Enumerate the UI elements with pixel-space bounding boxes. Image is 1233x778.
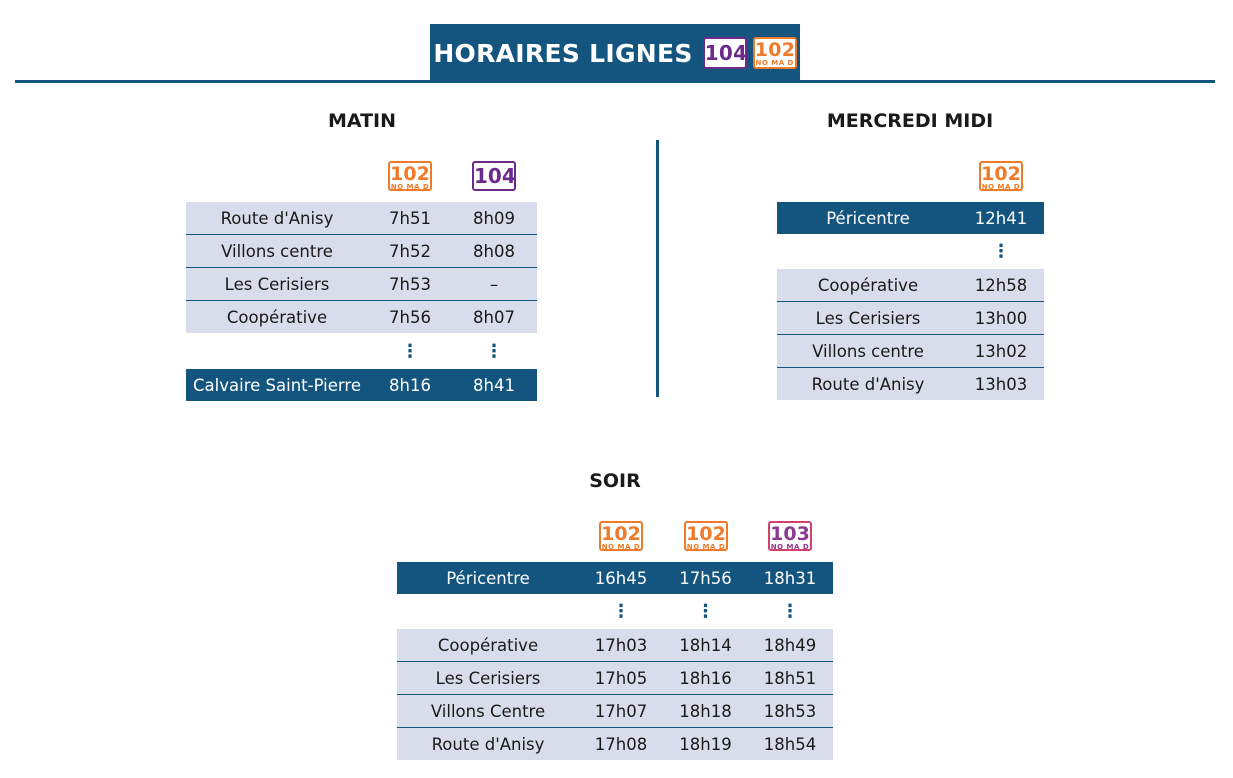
ellipsis-row: [777, 236, 1044, 268]
table-row: [397, 728, 833, 760]
time-cell: 17h07: [594, 701, 648, 721]
table-row: [777, 302, 1044, 335]
stop-name: Villons centre: [221, 241, 333, 261]
stop-name: Calvaire Saint-Pierre: [193, 375, 361, 395]
stop-name: Route d'Anisy: [431, 734, 545, 754]
time-cell: 18h19: [679, 734, 732, 754]
time-cell: 18h14: [679, 635, 732, 655]
time-cell: 8h07: [473, 307, 515, 327]
stop-name: Villons centre: [812, 341, 924, 361]
time-cell: 8h08: [473, 241, 515, 261]
time-cell: 7h56: [389, 307, 431, 327]
line-102-badge-icon: 102 NO MA D: [979, 161, 1023, 191]
table-row: [777, 368, 1044, 400]
time-cell: 8h09: [473, 208, 515, 228]
section-title-mercredi: MERCREDI MIDI: [826, 110, 994, 132]
time-cell: 13h02: [974, 341, 1028, 361]
table-row-terminus: [186, 369, 537, 401]
vertical-dots-icon: ⋮: [696, 601, 715, 622]
table-row: [397, 662, 833, 695]
time-cell: 18h51: [763, 668, 817, 688]
line-102-badge-icon: 102 NO MA D: [754, 39, 796, 67]
page-title: HORAIRES LIGNES: [433, 38, 693, 68]
stop-name: Les Cerisiers: [224, 274, 330, 294]
time-cell: 17h05: [594, 668, 648, 688]
time-cell: 18h18: [679, 701, 732, 721]
stop-name: Route d'Anisy: [220, 208, 334, 228]
time-cell: 8h16: [389, 375, 431, 395]
time-cell: 13h03: [974, 374, 1028, 394]
section-title-soir: SOIR: [589, 470, 641, 492]
ellipsis-row: [186, 336, 537, 368]
time-cell: 7h53: [389, 274, 431, 294]
stop-name: Péricentre: [446, 568, 530, 588]
time-cell: 7h52: [389, 241, 431, 261]
stop-name: Coopérative: [437, 635, 539, 655]
time-cell: 12h41: [974, 208, 1028, 228]
time-cell: 16h45: [594, 568, 648, 588]
stop-name: Route d'Anisy: [811, 374, 925, 394]
section-title-matin: MATIN: [327, 110, 397, 132]
time-cell: 18h53: [763, 701, 817, 721]
time-cell: 18h54: [763, 734, 817, 754]
time-cell: 7h51: [389, 208, 431, 228]
stop-name: Villons Centre: [430, 701, 546, 721]
line-102-badge-icon: 102 NO MA D: [388, 161, 432, 191]
time-cell: 13h00: [974, 308, 1028, 328]
time-cell: 18h49: [763, 635, 817, 655]
stop-name: Les Cerisiers: [815, 308, 921, 328]
time-cell: 18h16: [679, 668, 732, 688]
line-104-badge-icon: 104: [703, 37, 747, 69]
table-row: [186, 202, 537, 235]
time-cell: 17h08: [594, 734, 648, 754]
table-row: [186, 301, 537, 333]
table-row: [186, 268, 537, 301]
time-cell: 8h41: [473, 375, 515, 395]
line-104-badge-icon: 104: [472, 161, 516, 191]
table-row: [397, 629, 833, 662]
header-divider: [15, 80, 1215, 83]
time-cell: 17h03: [594, 635, 648, 655]
stop-name: Coopérative: [817, 275, 919, 295]
table-row-terminus: [777, 202, 1044, 234]
time-cell: 17h56: [679, 568, 732, 588]
table-row-terminus: [397, 562, 833, 594]
vertical-dots-icon: ⋮: [612, 601, 630, 622]
vertical-dots-icon: ⋮: [401, 341, 419, 362]
line-102-badge-icon: 102 NO MA D: [599, 521, 643, 551]
vertical-divider: [656, 140, 659, 397]
time-cell: –: [489, 274, 499, 294]
table-row: [186, 235, 537, 268]
stop-name: Les Cerisiers: [435, 668, 541, 688]
stop-name: Coopérative: [226, 307, 328, 327]
line-102-badge-icon: 102 NO MA D: [684, 521, 728, 551]
table-row: [777, 269, 1044, 302]
time-cell: 12h58: [974, 275, 1028, 295]
line-103-badge-icon: 103 NO MA D: [768, 521, 812, 551]
vertical-dots-icon: ⋮: [485, 341, 503, 362]
stop-name: Péricentre: [826, 208, 910, 228]
vertical-dots-icon: ⋮: [781, 601, 799, 622]
page-title-banner: [430, 24, 800, 82]
vertical-dots-icon: ⋮: [992, 241, 1010, 262]
ellipsis-row: [397, 596, 833, 628]
time-cell: 18h31: [763, 568, 817, 588]
table-row: [777, 335, 1044, 368]
table-row: [397, 695, 833, 728]
